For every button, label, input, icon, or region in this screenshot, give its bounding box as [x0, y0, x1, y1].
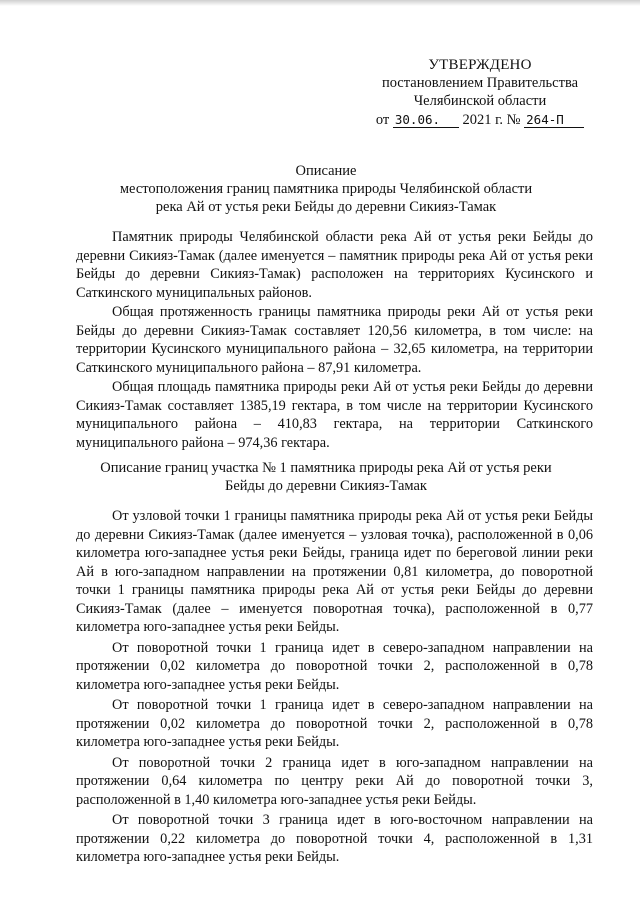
intro-paragraph: Памятник природы Челябинской области река Ай от устья реки Бейды до деревни Сикияз-Тамак (далее именуется – памятник природы река Ай от устья реки Бейды до деревни Сикияз-Тамак) расположен на территориях Кусинского и Саткинского муниципальных районов.	[76, 229, 593, 301]
approval-prefix: от	[375, 112, 390, 128]
section-1-body	[76, 507, 593, 867]
approval-date-handwritten: 30.06.	[393, 113, 459, 128]
heading-line-2: местоположения границ памятника природы Челябинской области	[119, 181, 533, 197]
boundary-paragraph: От поворотной точки 2 граница идет в юго-западном направлении на протяжении 0,64 километра по центру реки Ай до поворотной точки 3, расположенной в 1,40 километра юго-западнее устья реки Бейды.	[76, 754, 593, 808]
boundary-paragraph: От поворотной точки 1 граница идет в северо-западном направлении на протяжении 0,02 километра до поворотной точки 2, расположенной в 0,78 километра юго-западнее устья реки Бейды.	[76, 639, 593, 693]
intro-section	[76, 228, 593, 452]
section-1-heading	[70, 459, 582, 495]
boundary-paragraph: От поворотной точки 3 граница идет в юго-восточном направлении на протяжении 0,22 километра до поворотной точки 4, расположенной в 1,31 километра юго-западнее устья реки Бейды.	[76, 812, 593, 865]
document-heading	[70, 162, 582, 216]
section-1-title-line-2: Бейды до деревни Сикияз-Тамак	[225, 478, 427, 494]
heading-line-1: Описание	[295, 163, 357, 179]
intro-paragraph: Общая протяженность границы памятника природы реки Ай от устья реки Бейды до деревни Сикияз-Тамак составляет 120,56 километра, в том числе: на территории Кусинского муниципального района – 32,65 километра, на территории Саткинского муниципального района – 87,91 километра.	[76, 304, 593, 376]
intro-paragraph: Общая площадь памятника природы реки Ай от устья реки Бейды до деревни Сикияз-Тамак составляет 1385,19 гектара, в том числе на территории Кусинского муниципального района – 410,83 гектара, на территории Саткинского муниципального района – 974,36 гектара.	[76, 379, 593, 451]
approval-stamp	[360, 56, 600, 129]
boundary-paragraph: От поворотной точки 1 граница идет в северо-западном направлении на протяжении 0,02 километра до поворотной точки 2, расположенной в 0,78 километра юго-западнее устья реки Бейды.	[76, 697, 593, 750]
approval-title: УТВЕРЖДЕНО	[428, 57, 532, 73]
approval-date-line	[360, 111, 600, 129]
approval-line-1: постановлением Правительства	[381, 75, 579, 91]
approval-year: 2021 г. №	[462, 112, 521, 128]
scan-edge	[0, 0, 640, 6]
approval-line-2: Челябинской области	[413, 93, 547, 109]
section-1-title-line-1: Описание границ участка № 1 памятника природы река Ай от устья реки	[100, 460, 552, 476]
heading-line-3: река Ай от устья реки Бейды до деревни Сикияз-Тамак	[155, 199, 497, 215]
approval-number-handwritten: 264-П	[524, 113, 584, 128]
boundary-paragraph: От узловой точки 1 границы памятника природы река Ай от устья реки Бейды до деревни Сикияз-Тамак (далее именуется – узловая точка), расположенной в 0,06 километра юго-западнее устья реки Бейды, граница идет по береговой линии реки Ай в юго-западном направлении на протяжении 0,81 километра, до поворотной точки 1 границы памятника природы река Ай от устья реки Бейды до деревни Сикияз-Тамак (далее – именуется поворотная точка), расположенной в 0,77 километра юго-западнее устья реки Бейды.	[76, 508, 593, 635]
